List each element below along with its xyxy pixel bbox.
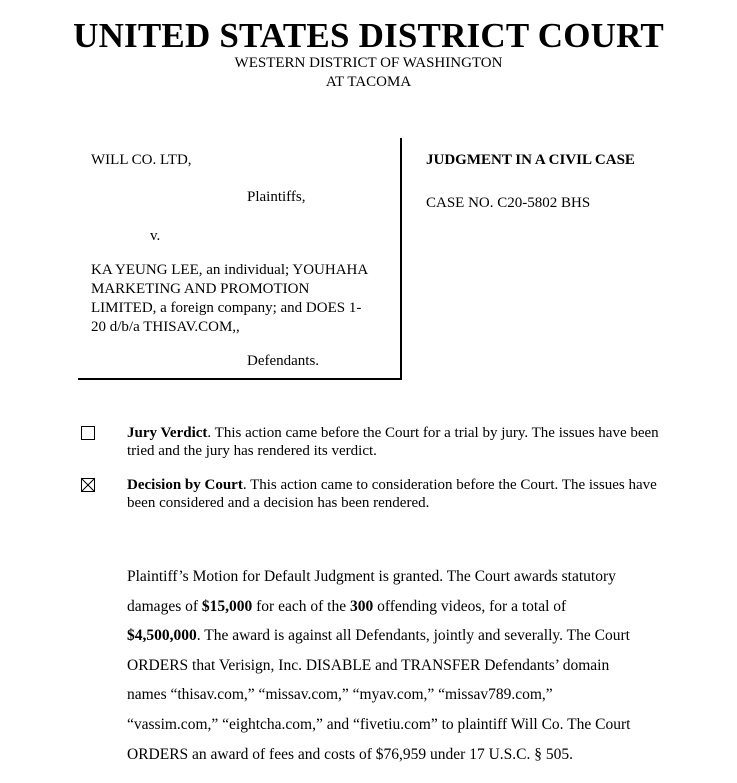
total-damages: $4,500,000 [127, 627, 197, 645]
jury-verdict-title: Jury Verdict [127, 425, 208, 441]
checkbox-x-icon [82, 479, 94, 491]
video-count: 300 [349, 597, 374, 615]
plaintiff-label: Plaintiffs, [247, 189, 306, 205]
jury-verdict-text [127, 424, 707, 460]
defendant-line-4: 20 d/b/a THISAV.COM,, [91, 319, 240, 335]
division-name: AT TACOMA [325, 74, 412, 90]
order-line-5: names “thisav.com,” “missav.com,” “myav.com,” “missav789.com,” [127, 686, 553, 704]
plaintiff-name: WILL CO. LTD, [91, 152, 192, 168]
case-number: CASE NO. C20-5802 BHS [426, 195, 591, 211]
decision-by-court-title: Decision by Court [127, 477, 243, 493]
court-title: UNITED STATES DISTRICT COURT [73, 16, 664, 55]
order-line-3: $4,500,000. The award is against all Defendants, jointly and severally. The Court [127, 627, 630, 645]
order-line-4: ORDERS that Verisign, Inc. DISABLE and TRANSFER Defendants’ domain [127, 656, 610, 674]
order-paragraph [127, 562, 707, 769]
jury-verdict-checkbox[interactable] [81, 426, 95, 440]
caption-horizontal-rule [78, 378, 402, 380]
defendant-line-3: LIMITED, a foreign company; and DOES 1- [91, 300, 362, 316]
order-line-1: Plaintiff’s Motion for Default Judgment is granted. The Court awards statutory [127, 568, 616, 585]
judgment-title: JUDGMENT IN A CIVIL CASE [426, 152, 635, 168]
decision-by-court-text [127, 476, 707, 512]
district-name: WESTERN DISTRICT OF WASHINGTON [234, 55, 503, 71]
per-video-damages: $15,000 [201, 597, 253, 615]
caption-vertical-rule [400, 138, 402, 380]
order-line-6: “vassim.com,” “eightcha.com,” and “fivetiu.com” to plaintiff Will Co. The Court [127, 715, 631, 733]
order-line-7: ORDERS an award of fees and costs of $76,959 under 17 U.S.C. § 505. [127, 745, 573, 763]
defendant-line-2: MARKETING AND PROMOTION [91, 281, 310, 297]
defendant-label: Defendants. [247, 353, 320, 369]
decision-by-court-line2: been considered and a decision has been rendered. [127, 495, 430, 511]
jury-verdict-line2: tried and the jury has rendered its verdict. [127, 443, 377, 459]
defendant-line-1: KA YEUNG LEE, an individual; YOUHAHA [91, 262, 369, 278]
jury-verdict-line1: . This action came before the Court for a trial by jury. The issues have been [207, 425, 659, 441]
decision-by-court-line1: . This action came to consideration before the Court. The issues have [242, 477, 657, 493]
versus-label: v. [150, 228, 161, 244]
order-line-2: damages of $15,000 for each of the 300 offending videos, for a total of [127, 597, 567, 615]
decision-by-court-checkbox[interactable] [81, 478, 95, 492]
